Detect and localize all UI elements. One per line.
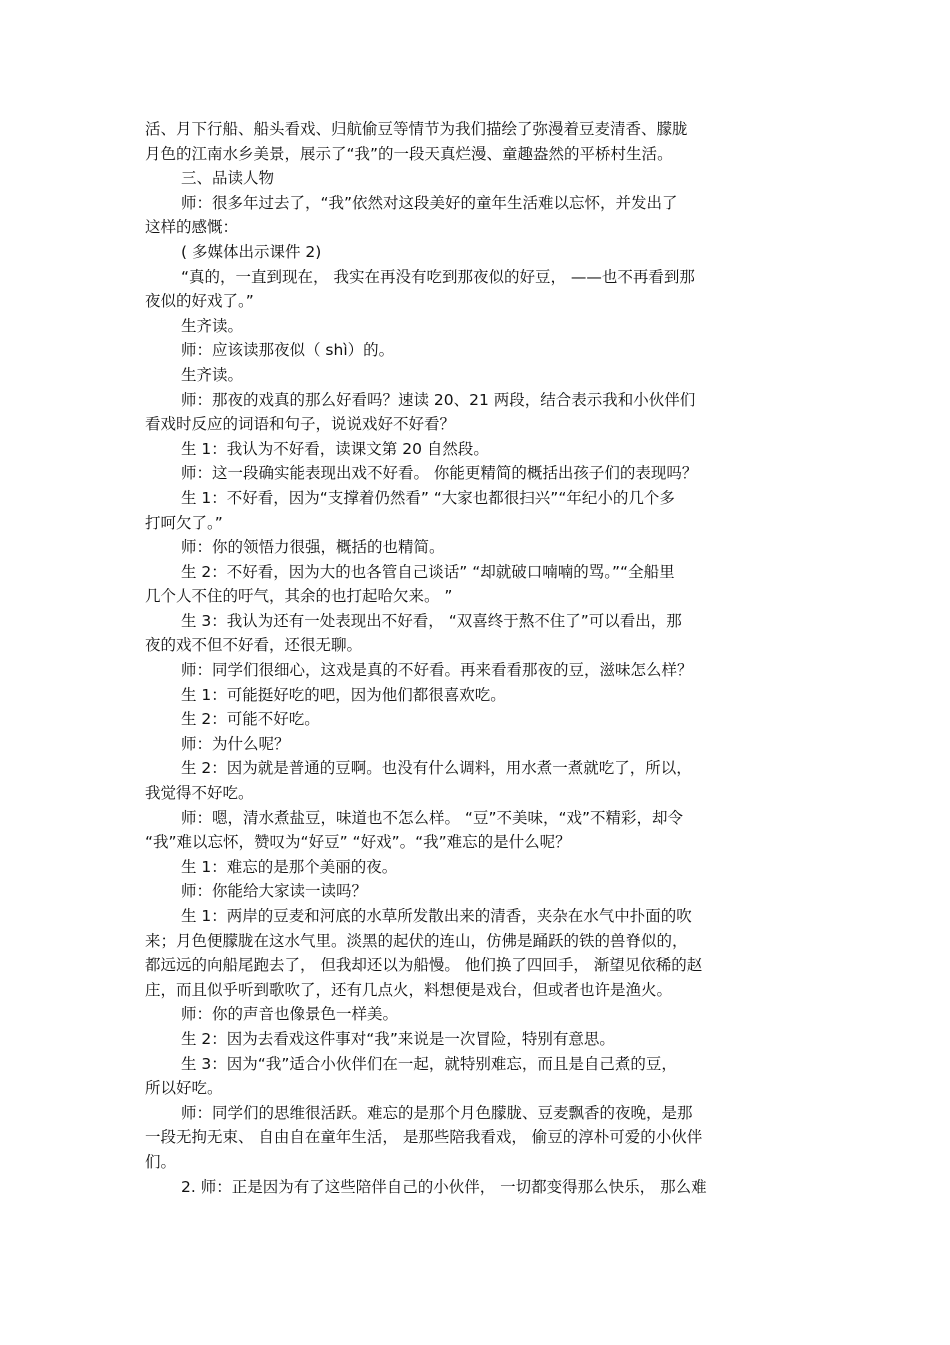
text-line: 所以好吃。: [145, 1079, 223, 1098]
text-line: 来；月色便朦胧在这水气里。淡黑的起伏的连山，仿佛是踊跃的铁的兽脊似的，: [145, 931, 688, 950]
text-line: 师：这一段确实能表现出戏不好看。 你能更精简的概括出孩子们的表现吗？: [181, 464, 698, 483]
text-line: 师：你的领悟力很强，概括的也精简。: [181, 538, 445, 557]
text-line: 三、品读人物: [181, 169, 275, 188]
text-line: 生 1：可能挺好吃的吧，因为他们都很喜欢吃。: [181, 685, 506, 704]
text-line: 师：嗯，清水煮盐豆，味道也不怎么样。 “豆”不美味，“戏”不精彩，却令: [181, 808, 684, 827]
text-line: 月色的江南水乡美景，展示了“我”的一段天真烂漫、童趣盎然的平桥村生活。: [145, 144, 673, 163]
text-line: “真的，一直到现在， 我实在再没有吃到那夜似的好豆， ——也不再看到那: [181, 267, 695, 286]
text-line: 夜的戏不但不好看，还很无聊。: [145, 636, 363, 655]
text-line: 打呵欠了。”: [145, 513, 223, 532]
text-line: 师：那夜的戏真的那么好看吗？速读 20、21 两段，结合表示我和小伙伴们: [181, 390, 696, 409]
text-line: 2. 师：正是因为有了这些陪伴自己的小伙伴， 一切都变得那么快乐， 那么难: [181, 1177, 707, 1196]
text-line: 师：很多年过去了，“我”依然对这段美好的童年生活难以忘怀，并发出了: [181, 193, 678, 212]
text-line: 一段无拘无束、 自由自在童年生活， 是那些陪我看戏， 偷豆的淳朴可爱的小伙伴: [145, 1128, 703, 1147]
text-line: 生 2：可能不好吃。: [181, 710, 320, 729]
text-line: 师：同学们的思维很活跃。难忘的是那个月色朦胧、豆麦飘香的夜晚，是那: [181, 1103, 693, 1122]
text-line: 师：为什么呢？: [181, 734, 290, 753]
text-line: 生 2：不好看，因为大的也各管自己谈话” “却就破口喃喃的骂。”“全船里: [181, 562, 675, 581]
text-line: 活、月下行船、船头看戏、归航偷豆等情节为我们描绘了弥漫着豆麦清香、朦胧: [145, 120, 688, 138]
text-line: 这样的感慨：: [145, 218, 239, 237]
text-line: 师：你能给大家读一读吗？: [181, 882, 368, 901]
text-line: 生 1：难忘的是那个美丽的夜。: [181, 857, 398, 876]
text-line: 生 1：我认为不好看，读课文第 20 自然段。: [181, 439, 489, 458]
text-line: ( 多媒体出示课件 2): [181, 242, 322, 261]
text-line: 生齐读。: [181, 365, 244, 384]
text-line: 生 2：因为去看戏这件事对“我”来说是一次冒险，特别有意思。: [181, 1029, 615, 1048]
text-line: 师：你的声音也像景色一样美。: [181, 1005, 399, 1024]
text-line: 师：同学们很细心，这戏是真的不好看。再来看看那夜的豆，滋味怎么样？: [181, 661, 693, 680]
text-line: 庄，而且似乎听到歌吹了，还有几点火，料想便是戏台，但或者也许是渔火。: [145, 980, 673, 999]
body-text: [145, 117, 815, 1199]
text-line: “我”难以忘怀，赞叹为“好豆” “好戏”。“我”难忘的是什么呢？: [145, 833, 571, 852]
text-line: 师：应该读那夜似（ shì）的。: [181, 341, 395, 360]
text-line: 几个人不住的吁气，其余的也打起哈欠来。 ”: [145, 587, 453, 606]
text-line: 夜似的好戏了。”: [145, 292, 254, 311]
text-line: 们。: [145, 1152, 177, 1171]
text-line: 生 1：不好看，因为“支撑着仍然看” “大家也都很扫兴”“年纪小的几个多: [181, 488, 675, 507]
text-line: 生 3：我认为还有一处表现出不好看， “双喜终于熬不住了”可以看出，那: [181, 611, 682, 630]
text-line: 都远远的向船尾跑去了， 但我却还以为船慢。 他们换了四回手， 渐望见依稀的赵: [145, 956, 703, 975]
text-line: 生 3：因为“我”适合小伙伴们在一起，就特别难忘，而且是自己煮的豆，: [181, 1054, 677, 1073]
text-line: 生 1：两岸的豆麦和河底的水草所发散出来的清香，夹杂在水气中扑面的吹: [181, 907, 692, 925]
text-line: 看戏时反应的词语和句子，说说戏好不好看？: [145, 415, 456, 434]
text-line: 生 2：因为就是普通的豆啊。也没有什么调料，用水煮一煮就吃了，所以，: [181, 759, 692, 778]
text-line: 我觉得不好吃。: [145, 784, 254, 803]
text-line: 生齐读。: [181, 316, 244, 335]
